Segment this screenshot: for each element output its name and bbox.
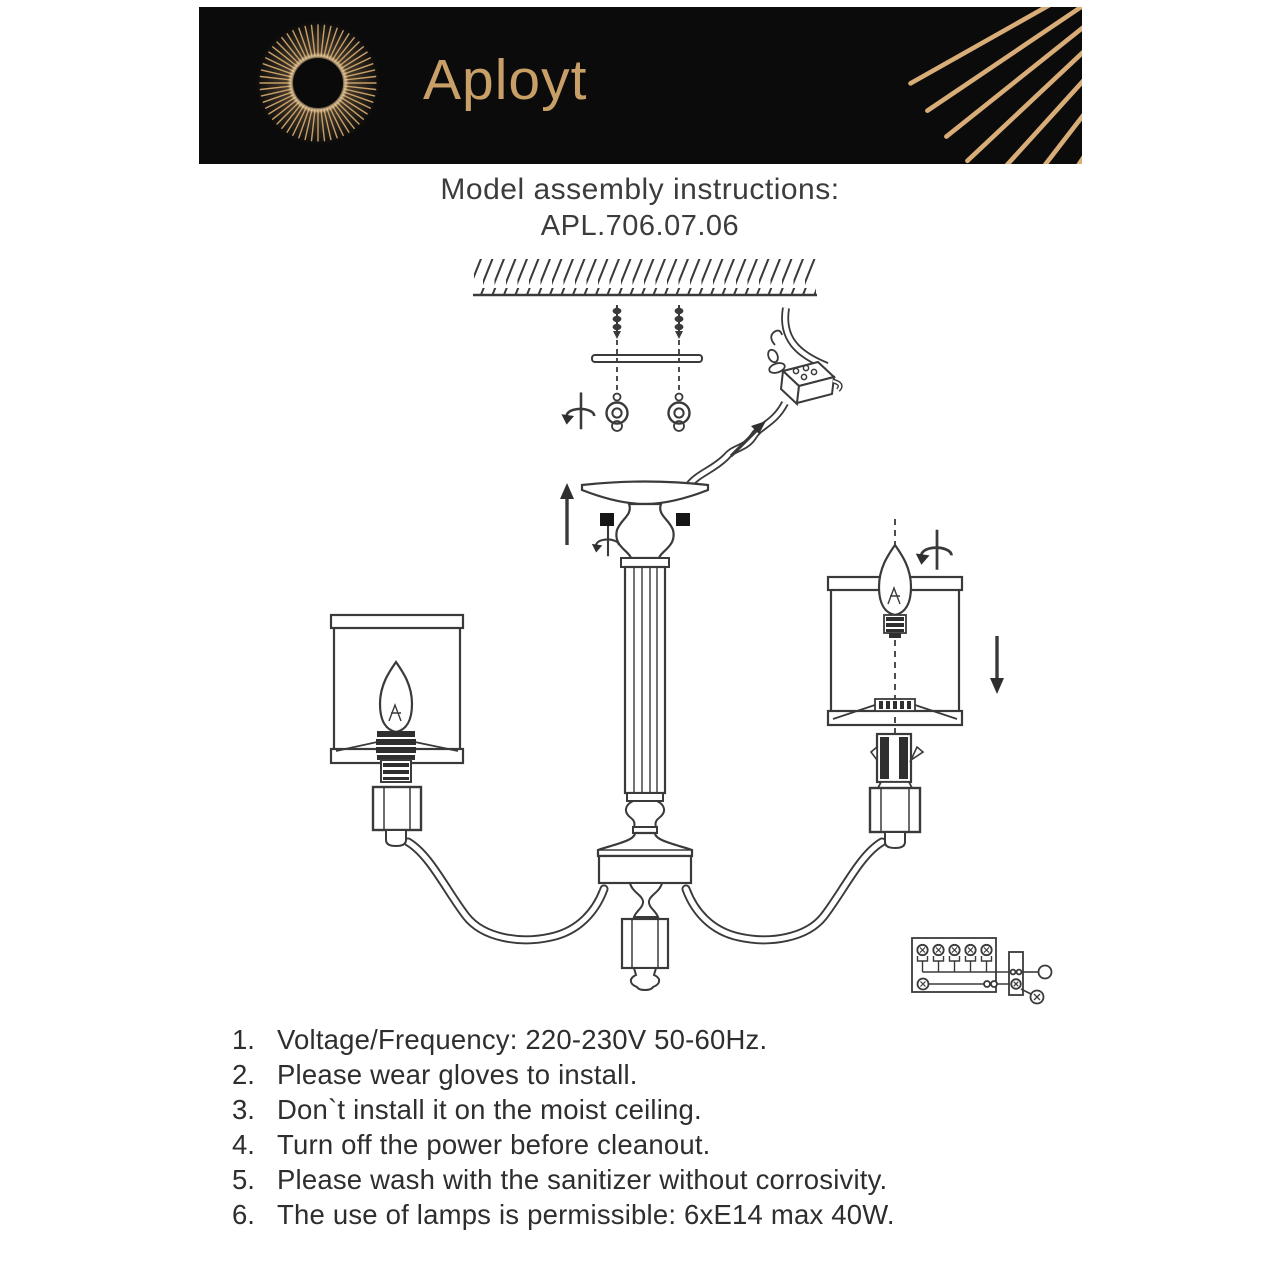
candle-bulb-icon xyxy=(879,545,911,615)
item-number: 4. xyxy=(232,1129,255,1160)
item-number: 2. xyxy=(232,1059,255,1090)
item-text: The use of lamps is permissible: 6xE14 max 40W. xyxy=(277,1199,895,1230)
item-text: Please wear gloves to install. xyxy=(277,1059,638,1090)
up-right-arrow-icon xyxy=(731,421,766,456)
item-text: Please wash with the sanitizer without corrosivity. xyxy=(277,1164,888,1195)
canopy-screw xyxy=(676,513,690,526)
canopy-screw xyxy=(600,513,614,526)
rotate-icon xyxy=(592,526,619,556)
center-column xyxy=(621,558,669,833)
model-code: APL.706.07.06 xyxy=(540,210,740,242)
list-item xyxy=(232,1057,1092,1092)
list-item xyxy=(232,1127,1092,1162)
list-item xyxy=(232,1022,1092,1057)
supply-wire xyxy=(785,308,827,366)
right-lamp xyxy=(828,519,962,848)
rotate-icon xyxy=(916,530,952,570)
down-arrow-icon xyxy=(990,636,1004,694)
brand-name: Aployt xyxy=(423,48,588,112)
item-number: 3. xyxy=(232,1094,255,1125)
item-text: Turn off the power before cleanout. xyxy=(277,1129,711,1160)
anchor-screw-icon xyxy=(669,305,690,431)
ceiling-hatch xyxy=(473,259,817,295)
fixture-wire xyxy=(689,403,785,485)
list-item xyxy=(232,1197,1092,1232)
anchor-screw-icon xyxy=(607,305,628,431)
list-item xyxy=(232,1092,1092,1127)
page-title: Model assembly instructions: xyxy=(440,173,840,206)
terminal-screws xyxy=(917,945,991,955)
finial xyxy=(631,968,659,990)
arm-block xyxy=(870,788,920,832)
mounting-strap xyxy=(592,355,702,362)
chandelier-arm xyxy=(408,842,604,940)
list-item xyxy=(232,1162,1092,1197)
up-arrow-icon xyxy=(560,483,574,545)
item-text: Voltage/Frequency: 220-230V 50-60Hz. xyxy=(277,1024,768,1055)
instruction-list xyxy=(232,1022,1092,1232)
item-number: 5. xyxy=(232,1164,255,1195)
chandelier-arm xyxy=(686,842,882,940)
left-lamp xyxy=(331,615,463,846)
item-text: Don`t install it on the moist ceiling. xyxy=(277,1094,702,1125)
wiring-schematic-icon xyxy=(912,938,1052,1004)
rotate-icon xyxy=(561,392,594,429)
lamp-socket xyxy=(871,734,923,790)
terminal-block-icon xyxy=(766,331,840,404)
center-hub xyxy=(598,833,692,990)
item-number: 1. xyxy=(232,1024,255,1055)
arm-block xyxy=(373,787,421,830)
item-number: 6. xyxy=(232,1199,255,1230)
